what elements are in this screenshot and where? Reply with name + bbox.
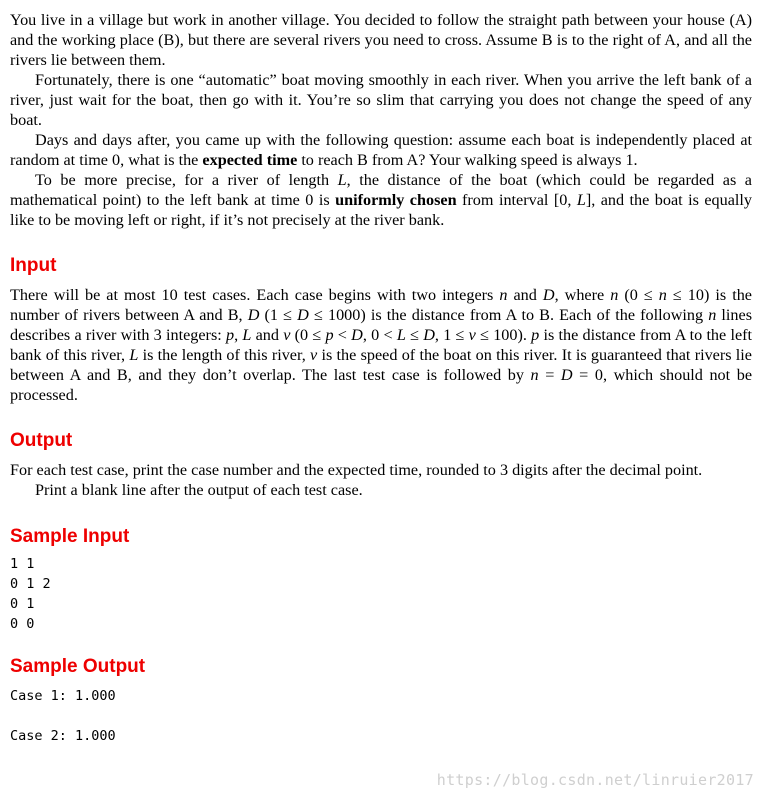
description-paragraph-2: Fortunately, there is one “automatic” boat moving smoothly in each river. When you arrive the left bank of a river, just wait for the boat, then go with it. You’re so slim that carrying you does not change the speed of any boat.: [10, 71, 752, 129]
input-paragraph: There will be at most 10 test cases. Each case begins with two integers n and D, where n (0 ≤ n ≤ 10) is the number of rivers between A and B, D (1 ≤ D ≤ 1000) is the distance from A to B. Each of the following n lines describes a river with 3 integers: p, L and v (0 ≤ p < D, 0 < L ≤ D, 1 ≤ v ≤ 100). p is the distance from A to the left bank of this river, L is the length of this river, v is the speed of the boat on this river. It is guaranteed that rivers lie between A and B, and they don’t overlap. The last test case is followed by n = D = 0, which should not be processed.: [10, 286, 753, 404]
sample-input-line: 0 0: [10, 616, 35, 632]
sample-output-line: Case 1: 1.000: [10, 688, 116, 704]
output-heading: Output: [10, 430, 73, 451]
sample-input-line: 1 1: [10, 556, 35, 572]
output-paragraph-2: Print a blank line after the output of each test case.: [35, 481, 363, 499]
sample-input-heading: Sample Input: [10, 526, 130, 547]
description-paragraph-1: You live in a village but work in another village. You decided to follow the straight path between your house (A) and the working place (B), but there are several rivers you need to cross. Assume B is to the right of A, and all the rivers lie between them.: [10, 11, 752, 69]
sample-output-block: [10, 686, 752, 746]
sample-output-heading: Sample Output: [10, 656, 146, 677]
description-paragraph-3: Days and days after, you came up with the following question: assume each boat is independently placed at random at time 0, what is the expected time to reach B from A? Your walking speed is always 1.: [10, 131, 752, 169]
output-paragraph-1: For each test case, print the case number and the expected time, rounded to 3 digits after the decimal point.: [10, 461, 703, 479]
emphasis-expected-time: expected time: [202, 151, 298, 169]
input-heading: Input: [10, 255, 57, 276]
sample-input-line: 0 1 2: [10, 576, 51, 592]
description-paragraph-4: To be more precise, for a river of length L, the distance of the boat (which could be regarded as a mathematical point) to the left bank at time 0 is uniformly chosen from interval [0, L], and the boat is equally like to be moving left or right, if it’s not precisely at the river bank.: [10, 171, 752, 229]
sample-input-block: [10, 554, 752, 634]
problem-statement: [10, 10, 752, 746]
watermark-url: https://blog.csdn.net/linruier2017: [436, 771, 754, 789]
emphasis-uniformly-chosen: uniformly chosen: [335, 191, 457, 209]
sample-output-line: Case 2: 1.000: [10, 728, 116, 744]
sample-input-line: 0 1: [10, 596, 35, 612]
